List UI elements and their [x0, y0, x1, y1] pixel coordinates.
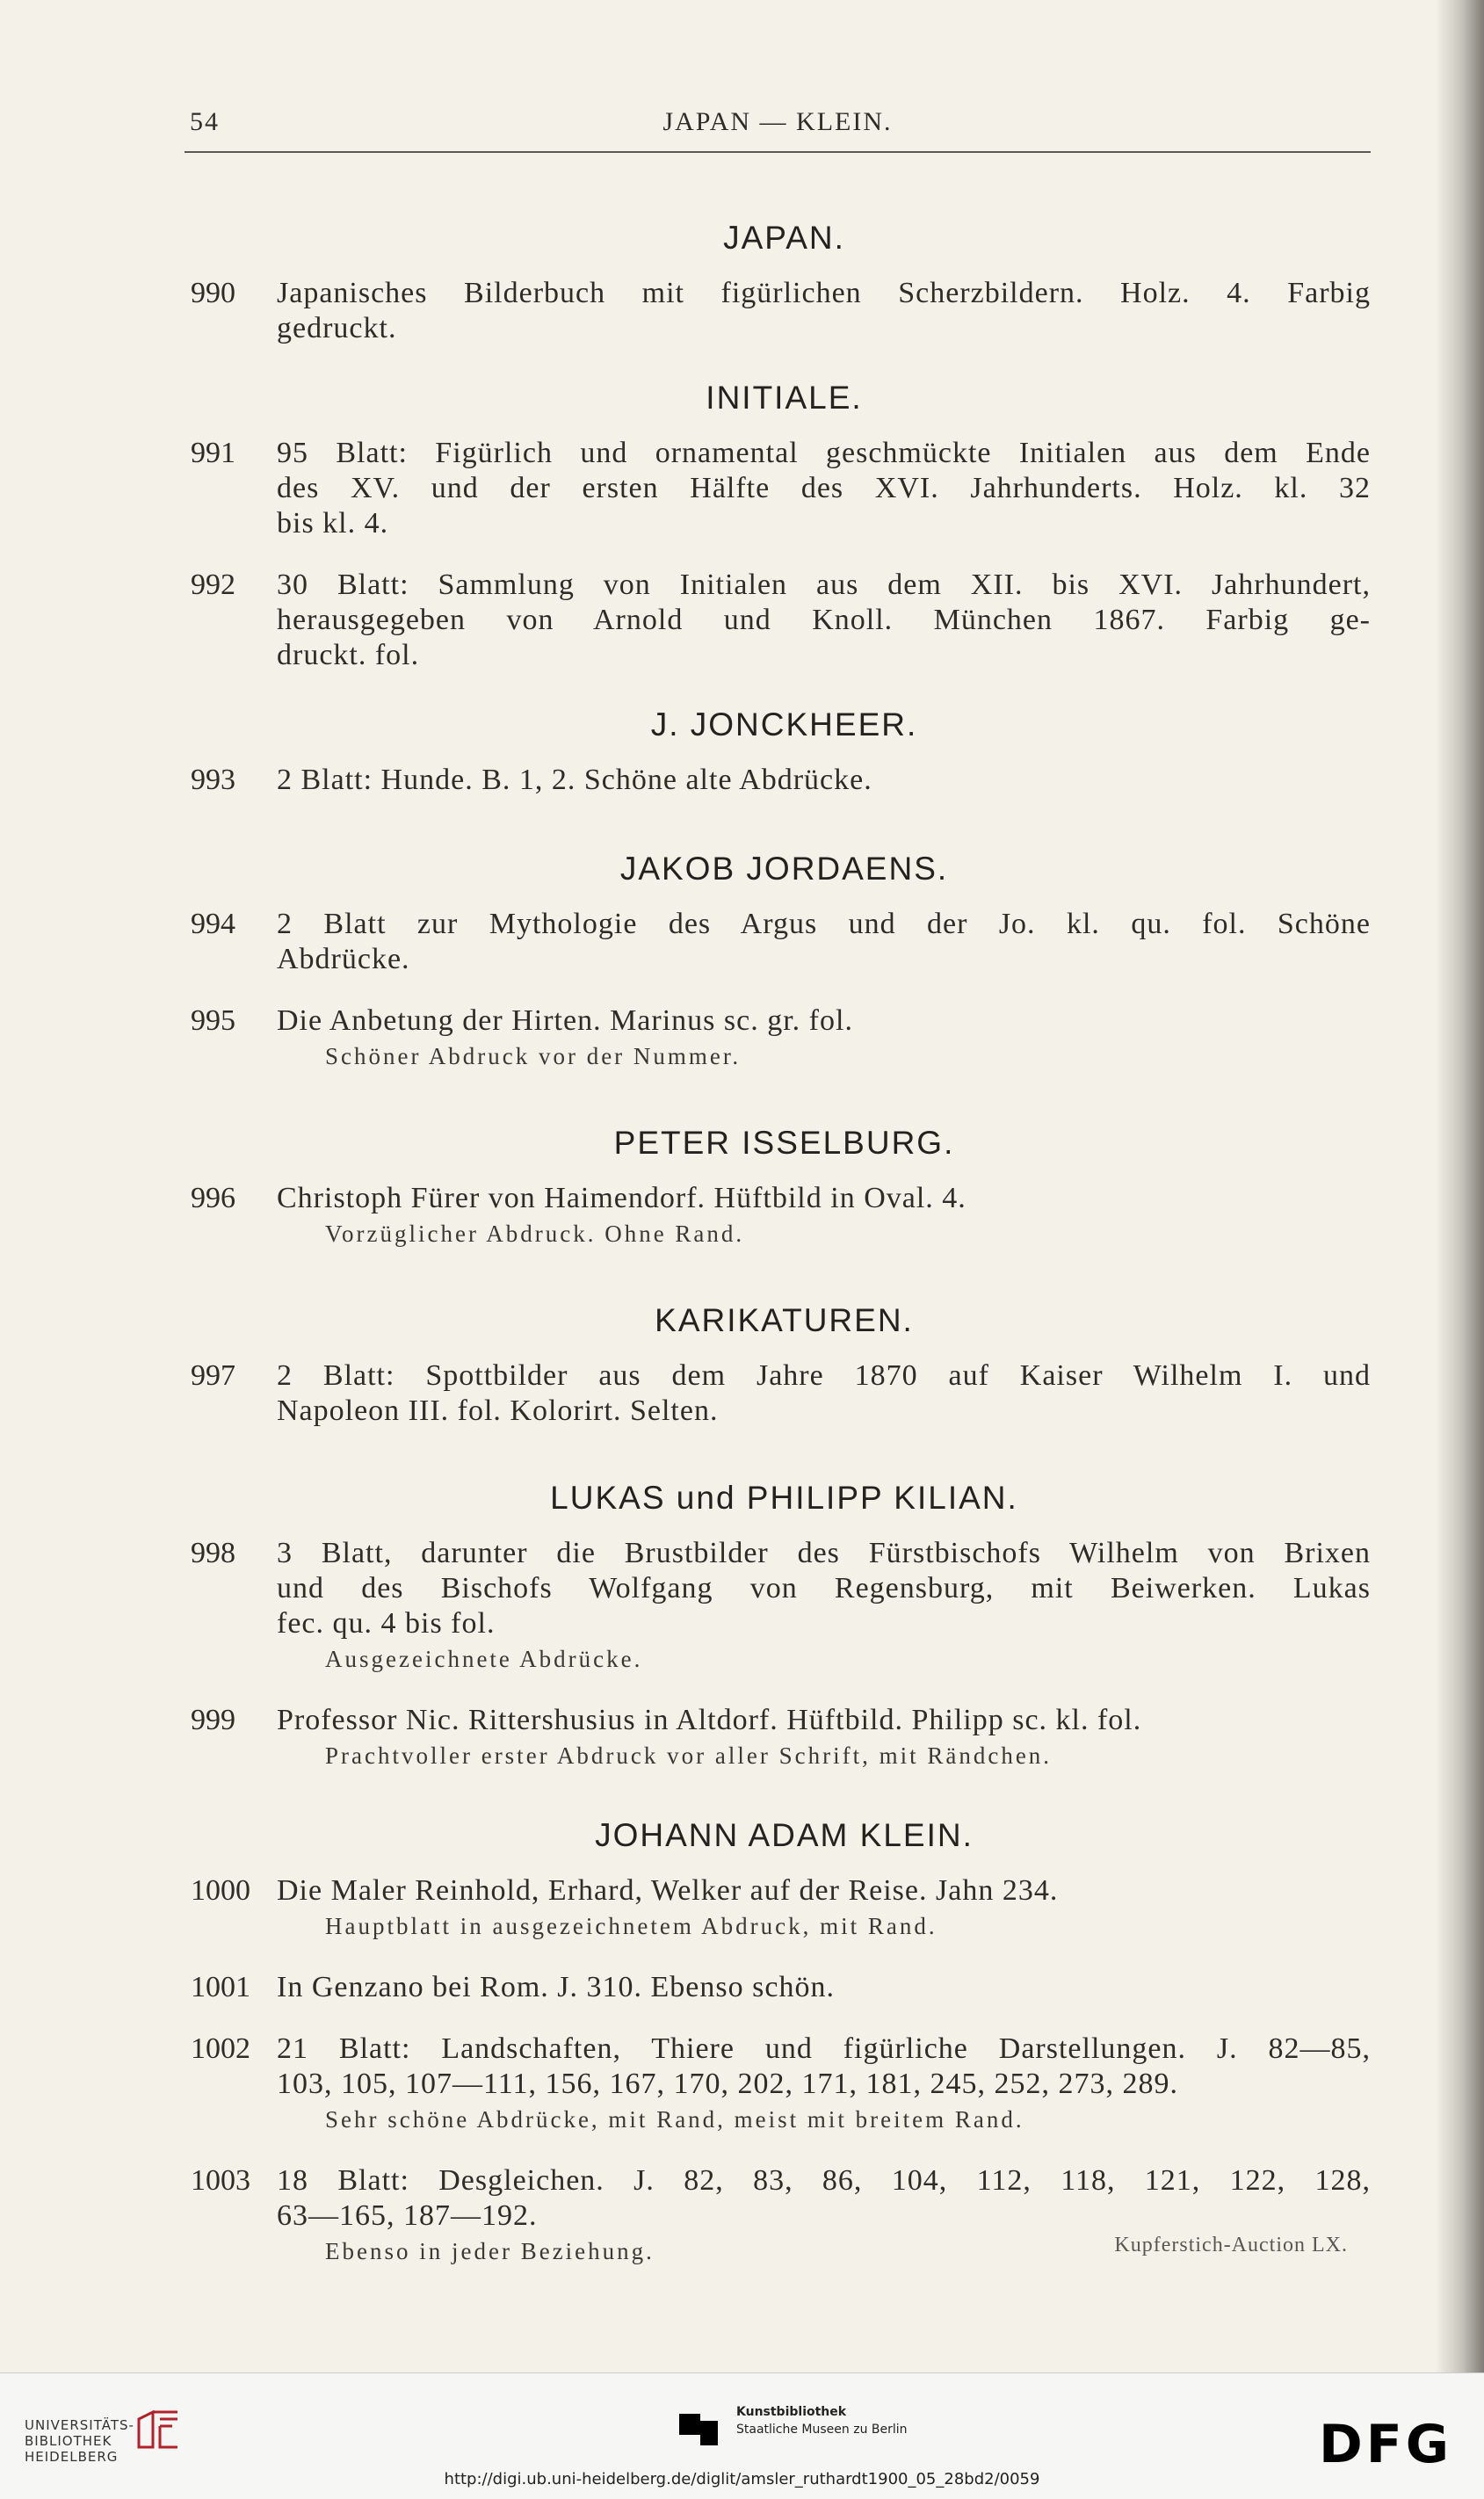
entry-text-line: und des Bischofs Wolfgang von Regensburg, mit Beiwerken. Lukas — [277, 1572, 1371, 1604]
catalogue-entry — [191, 1970, 1371, 2005]
lot-number: 1003 — [191, 2164, 250, 2197]
entry-text-line: 3 Blatt, darunter die Brustbilder des Fürstbischofs Wilhelm von Brixen — [277, 1537, 1371, 1569]
entry-text-line: Die Maler Reinhold, Erhard, Welker auf der Reise. Jahn 234. — [277, 1874, 1059, 1907]
entry-text-line: druckt. fol. — [277, 639, 420, 671]
entry-text-line: gedruckt. — [277, 312, 397, 344]
catalogue-entry — [191, 1358, 1371, 1429]
entry-text-line: des XV. und der ersten Hälfte des XVI. Jahrhunderts. Holz. kl. 32 — [277, 472, 1371, 504]
catalogue-entry — [191, 436, 1371, 541]
entry-text-line: 103, 105, 107—111, 156, 167, 170, 202, 171, 181, 245, 252, 273, 289. — [277, 2068, 1178, 2100]
entry-text-line: 95 Blatt: Figürlich und ornamental geschmückte Initialen aus dem Ende — [277, 437, 1371, 469]
section-title: J. JONCKHEER. — [650, 706, 918, 742]
entry-text-line: 63—165, 187—192. — [277, 2199, 538, 2232]
entry-text-line: Napoleon III. fol. Kolorirt. Selten. — [277, 1394, 719, 1427]
section-title: JAKOB JORDAENS. — [619, 851, 949, 887]
entry-text-line: herausgegeben von Arnold und Knoll. München 1867. Farbig ge- — [277, 604, 1371, 636]
section-title: INITIALE. — [706, 380, 863, 416]
catalogue-entry — [191, 1181, 1371, 1251]
lot-number: 992 — [191, 569, 235, 601]
kb-title: Kunstbibliothek — [736, 2405, 847, 2419]
lot-number: 1000 — [191, 1874, 250, 1907]
section-title: JOHANN ADAM KLEIN. — [595, 1817, 974, 1853]
entry-text-line: 2 Blatt: Hunde. B. 1, 2. Schöne alte Abdrücke. — [277, 764, 872, 796]
catalogue-entry — [191, 276, 1371, 346]
ub-line: BIBLIOTHEK — [25, 2433, 112, 2449]
entry-text-line: 30 Blatt: Sammlung von Initialen aus dem XII. bis XVI. Jahrhundert, — [277, 569, 1371, 601]
entry-text-line: bis kl. 4. — [277, 507, 389, 540]
entry-text-line: 2 Blatt: Spottbilder aus dem Jahre 1870 auf Kaiser Wilhelm I. und — [277, 1359, 1371, 1392]
section-title: KARIKATUREN. — [655, 1302, 914, 1338]
lot-number: 1001 — [191, 1971, 250, 2003]
header-rule — [185, 151, 1371, 153]
section-title: JAPAN. — [723, 220, 845, 256]
entry-note: Vorzüglicher Abdruck. Ohne Rand. — [325, 1221, 745, 1247]
catalogue-entry — [191, 907, 1371, 977]
entry-text-line: 18 Blatt: Desgleichen. J. 82, 83, 86, 104, 112, 118, 121, 122, 128, — [277, 2164, 1371, 2197]
entry-text-line: Japanisches Bilderbuch mit figürlichen Scherzbildern. Holz. 4. Farbig — [277, 277, 1371, 309]
lot-number: 997 — [191, 1359, 235, 1392]
entry-text-line: Die Anbetung der Hirten. Marinus sc. gr. fol. — [277, 1004, 853, 1037]
viewer-footer — [0, 2372, 1484, 2499]
running-title: JAPAN — KLEIN. — [662, 107, 893, 136]
entry-text-line: Abdrücke. — [277, 943, 410, 975]
lot-number: 990 — [191, 277, 235, 309]
entry-text-line: Professor Nic. Rittershusius in Altdorf. Hüftbild. Philipp sc. kl. fol. — [277, 1704, 1142, 1736]
entry-text-line: In Genzano bei Rom. J. 310. Ebenso schön. — [277, 1971, 835, 2003]
kunstbibliothek-logo-icon — [679, 2403, 728, 2447]
section-title: PETER ISSELBURG. — [613, 1125, 955, 1161]
catalogue-entry — [191, 763, 1371, 798]
entry-note: Schöner Abdruck vor der Nummer. — [325, 1043, 742, 1069]
entry-note: Ebenso in jeder Beziehung. — [325, 2238, 655, 2264]
lot-number: 999 — [191, 1704, 235, 1736]
entry-text-line: 21 Blatt: Landschaften, Thiere und figürliche Darstellungen. J. 82—85, — [277, 2032, 1371, 2065]
page-header — [185, 104, 1371, 148]
catalogue-entry — [191, 1536, 1371, 1677]
ub-heidelberg-label — [25, 2417, 134, 2465]
catalogue-content — [191, 176, 1371, 2269]
lot-number: 993 — [191, 764, 235, 796]
source-url-link[interactable]: http://digi.ub.uni-heidelberg.de/diglit/amsler_ruthardt1900_05_28bd2/0059 — [444, 2470, 1040, 2488]
catalogue-entry — [191, 2032, 1371, 2137]
lot-number: 991 — [191, 437, 235, 469]
entry-text-line: 2 Blatt zur Mythologie des Argus und der Jo. kl. qu. fol. Schöne — [277, 908, 1371, 940]
section-title: LUKAS und PHILIPP KILIAN. — [550, 1480, 1018, 1516]
page-number: 54 — [190, 107, 220, 136]
lot-number: 995 — [191, 1004, 235, 1037]
dfg-logo: DFG — [1318, 2414, 1452, 2475]
entry-note: Sehr schöne Abdrücke, mit Rand, meist mit breitem Rand. — [325, 2106, 1024, 2133]
ub-heidelberg-logo-icon — [134, 2407, 183, 2452]
ub-line: HEIDELBERG — [25, 2449, 119, 2465]
lot-number: 1002 — [191, 2032, 250, 2065]
page-edge-shadow — [1436, 0, 1484, 2372]
catalogue-entry — [191, 1873, 1371, 1944]
entry-note: Prachtvoller erster Abdruck vor aller Schrift, mit Rändchen. — [325, 1742, 1053, 1769]
entry-note: Hauptblatt in ausgezeichnetem Abdruck, mit Rand. — [325, 1913, 937, 1939]
kb-subtitle: Staatliche Museen zu Berlin — [736, 2423, 908, 2437]
lot-number: 998 — [191, 1537, 235, 1569]
catalogue-entry — [191, 1003, 1371, 1074]
signature-mark: Kupferstich-Auction LX. — [1114, 2234, 1348, 2256]
kunstbibliothek-label — [736, 2403, 908, 2438]
lot-number: 996 — [191, 1182, 235, 1214]
entry-text-line: fec. qu. 4 bis fol. — [277, 1607, 496, 1640]
catalogue-entry — [191, 1703, 1371, 1773]
catalogue-entry — [191, 568, 1371, 673]
entry-note: Ausgezeichnete Abdrücke. — [325, 1646, 643, 1672]
lot-number: 994 — [191, 908, 235, 940]
entry-text-line: Christoph Fürer von Haimendorf. Hüftbild in Oval. 4. — [277, 1182, 966, 1214]
ub-line: UNIVERSITÄTS- — [25, 2417, 134, 2433]
